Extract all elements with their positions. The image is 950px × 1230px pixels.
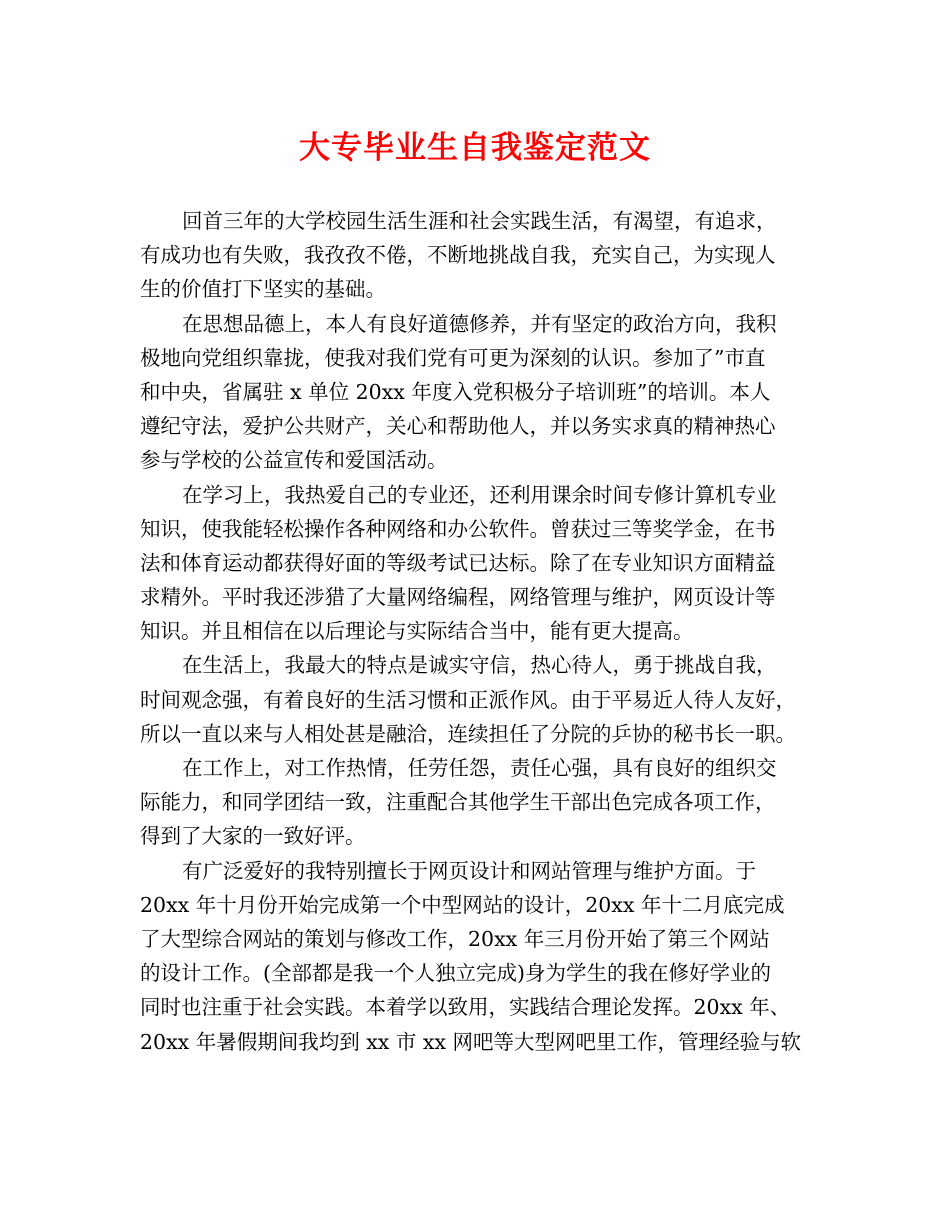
text-line: 回首三年的大学校园生活生涯和社会实践生活，有渴望，有追求，: [182, 209, 777, 233]
text-line: 和中央，省属驻 x 单位 20xx 年度入党积极分子培训班”的培训。本人: [140, 379, 771, 404]
text-line: 在学习上，我热爱自己的专业还，还利用课余时间专修计算机专业: [182, 482, 777, 507]
text-line: 求精外。平时我还涉猎了大量网络编程，网络管理与维护，网页设计等: [140, 585, 776, 610]
text-line: 有广泛爱好的我特别擅长于网页设计和网站管理与维护方面。于: [182, 858, 756, 883]
text-line: 得到了大家的一致好评。: [140, 824, 366, 849]
text-line: 极地向党组织靠拢，使我对我们党有可更为深刻的认识。参加了”市直: [140, 345, 766, 370]
text-line: 生的价值打下坚实的基础。: [140, 277, 386, 302]
text-line: 参与学校的公益宣传和爱国活动。: [140, 448, 448, 473]
text-line: 在生活上，我最大的特点是诚实守信，热心待人，勇于挑战自我，: [182, 653, 777, 678]
text-line: 有成功也有失败，我孜孜不倦，不断地挑战自我，充实自己，为实现人: [140, 243, 776, 268]
text-line: 法和体育运动都获得好面的等级考试已达标。除了在专业知识方面精益: [140, 550, 776, 575]
text-line: 同时也注重于社会实践。本着学以致用，实践结合理论发挥。20xx 年、: [140, 995, 791, 1020]
text-line: 际能力，和同学团结一致，注重配合其他学生干部出色完成各项工作，: [140, 790, 776, 815]
text-line: 知识，使我能轻松操作各种网络和办公软件。曾获过三等奖学金，在书: [140, 516, 776, 541]
text-line: 20xx 年暑假期间我均到 xx 市 xx 网吧等大型网吧里工作，管理经验与软: [140, 1029, 802, 1054]
text-line: 所以一直以来与人相处甚是融洽，连续担任了分院的乒协的秘书长一职。: [140, 721, 796, 746]
text-line: 20xx 年十月份开始完成第一个中型网站的设计，20xx 年十二月底完成: [140, 892, 785, 917]
text-line: 时间观念强，有着良好的生活习惯和正派作风。由于平易近人待人友好，: [140, 687, 796, 712]
text-line: 的设计工作。(全部都是我一个人独立完成)身为学生的我在修好学业的: [140, 961, 771, 986]
text-line: 在工作上，对工作热情，任劳任怨，责任心强，具有良好的组织交: [182, 756, 777, 780]
text-line: 知识。并且相信在以后理论与实际结合当中，能有更大提高。: [140, 619, 694, 644]
document-title: 大专毕业生自我鉴定范文: [299, 130, 651, 166]
text-line: 在思想品德上，本人有良好道德修养，并有坚定的政治方向，我积: [182, 311, 777, 336]
text-line: 遵纪守法，爱护公共财产，关心和帮助他人，并以务实求真的精神热心: [140, 414, 776, 439]
document-body: [140, 204, 820, 1059]
text-line: 了大型综合网站的策划与修改工作，20xx 年三月份开始了第三个网站: [140, 926, 770, 951]
